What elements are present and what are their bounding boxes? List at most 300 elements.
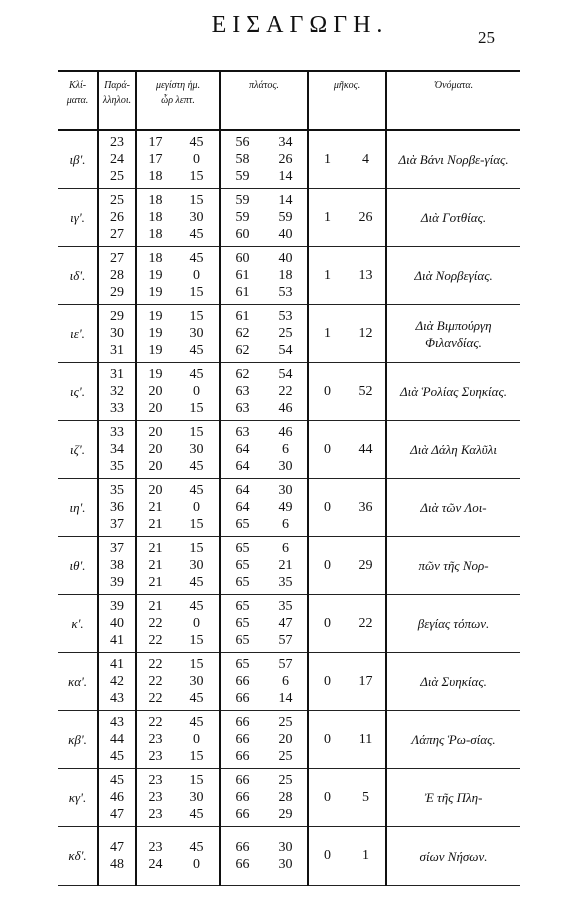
lat-deg-cell-value: 58 (235, 152, 250, 167)
lat-deg-cell (220, 189, 264, 247)
lat-min-cell-value: 25 (278, 715, 293, 730)
table-row (58, 653, 520, 711)
lat-min-cell-value: 30 (278, 483, 293, 498)
parallel-cell (98, 189, 136, 247)
long-deg-cell (308, 247, 346, 305)
parallel-cell-value: 25 (110, 193, 124, 208)
header-parallel: Παρά-λληλοι. (98, 71, 136, 130)
hours-cell-value: 19 (148, 343, 163, 358)
long-min-cell-value: 12 (358, 325, 373, 341)
long-deg-cell (308, 827, 346, 886)
minutes-cell-value: 15 (189, 309, 204, 324)
hours-cell-value: 18 (148, 193, 163, 208)
clima-cell (58, 595, 98, 653)
long-min-cell-value: 4 (362, 151, 370, 167)
place-name-cell-value: Διὰ Δάλη Καλῦλι (410, 442, 497, 457)
long-min-cell-value: 44 (358, 441, 373, 457)
long-min-cell (346, 479, 386, 537)
long-min-cell-value: 52 (358, 383, 373, 399)
lat-min-cell-value: 46 (278, 425, 293, 440)
long-deg-cell (308, 653, 346, 711)
clima-cell (58, 363, 98, 421)
hours-cell-value: 22 (148, 633, 163, 648)
clima-cell (58, 247, 98, 305)
lat-min-cell-value: 29 (278, 807, 293, 822)
parallel-cell-value: 45 (110, 749, 124, 764)
parallel-cell-value: 28 (110, 268, 124, 283)
long-deg-cell-value: 0 (324, 499, 332, 515)
parallel-cell-value: 36 (110, 500, 124, 515)
long-deg-cell (308, 479, 346, 537)
hours-cell-value: 19 (148, 309, 163, 324)
place-name-cell-value: Διὰ Βάνι Νορβε-γίας. (398, 152, 509, 167)
lat-min-cell-value: 35 (278, 599, 293, 614)
table-row (58, 827, 520, 886)
lat-deg-cell (220, 827, 264, 886)
lat-min-cell-value: 40 (278, 227, 293, 242)
lat-min-cell-value: 57 (278, 633, 293, 648)
page-title: ΕΙΣΑΓΩΓΗ. (211, 12, 389, 38)
lat-min-cell-value: 54 (278, 367, 293, 382)
minutes-cell (174, 769, 220, 827)
long-deg-cell (308, 537, 346, 595)
table-row (58, 305, 520, 363)
hours-cell-value: 21 (148, 599, 163, 614)
lat-min-cell-value: 14 (278, 193, 293, 208)
parallel-cell-value: 48 (110, 857, 124, 872)
lat-deg-cell-value: 64 (235, 483, 250, 498)
parallel-cell-value: 25 (110, 169, 124, 184)
parallel-cell-value: 27 (110, 227, 124, 242)
lat-min-cell (264, 130, 308, 189)
long-deg-cell (308, 130, 346, 189)
minutes-cell-value: 45 (189, 840, 204, 855)
place-name-cell-value: πῶν τῆς Νορ- (418, 558, 489, 573)
clima-cell-value: ιβ'. (69, 151, 86, 167)
lat-min-cell-value: 20 (278, 732, 293, 747)
long-deg-cell-value: 0 (324, 557, 332, 573)
table-row (58, 537, 520, 595)
lat-deg-cell-value: 62 (235, 343, 250, 358)
long-min-cell (346, 130, 386, 189)
clima-cell-value: κδ'. (68, 848, 87, 863)
long-min-cell (346, 189, 386, 247)
lat-min-cell-value: 25 (278, 773, 293, 788)
minutes-cell-value: 30 (189, 558, 204, 573)
parallel-cell-value: 41 (110, 633, 124, 648)
parallel-cell-value: 37 (110, 517, 124, 532)
clima-cell-value: ιθ'. (69, 557, 86, 573)
parallel-cell-value: 35 (110, 459, 124, 474)
hours-cell-value: 22 (148, 616, 163, 631)
header-name: Ὀνόματα. (386, 71, 520, 130)
lat-min-cell-value: 6 (282, 541, 290, 556)
long-deg-cell (308, 305, 346, 363)
lat-min-cell (264, 711, 308, 769)
clima-cell-value: κ'. (71, 615, 84, 631)
lat-min-cell (264, 595, 308, 653)
place-name-cell (386, 189, 520, 247)
place-name-cell-value: βεγίας τόπων. (417, 616, 490, 631)
long-min-cell (346, 421, 386, 479)
minutes-cell-value: 45 (189, 251, 204, 266)
place-name-cell-value: Διὰ Γοτθίας. (420, 210, 487, 225)
long-deg-cell-value: 0 (324, 383, 332, 399)
hours-cell-value: 20 (148, 384, 163, 399)
lat-deg-cell-value: 62 (235, 367, 250, 382)
place-name-cell-value: Ἐ τῆς Πλη- (424, 790, 483, 805)
header-day-sub: ὧρ λεπτ. (161, 95, 195, 106)
clima-cell (58, 189, 98, 247)
minutes-cell-value: 30 (189, 442, 204, 457)
lat-deg-cell-value: 60 (235, 227, 250, 242)
hours-cell-value: 23 (148, 732, 163, 747)
place-name-cell (386, 769, 520, 827)
parallel-cell-value: 34 (110, 442, 124, 457)
long-min-cell-value: 17 (358, 673, 373, 689)
minutes-cell (174, 479, 220, 537)
lat-min-cell-value: 30 (278, 459, 293, 474)
minutes-cell-value: 45 (189, 227, 204, 242)
minutes-cell-value: 45 (189, 135, 204, 150)
place-name-cell (386, 827, 520, 886)
lat-deg-cell-value: 59 (235, 169, 250, 184)
clima-cell (58, 421, 98, 479)
lat-min-cell-value: 57 (278, 657, 293, 672)
hours-cell-value: 22 (148, 657, 163, 672)
lat-min-cell-value: 6 (282, 517, 290, 532)
lat-deg-cell-value: 66 (235, 715, 250, 730)
place-name-cell (386, 653, 520, 711)
long-deg-cell (308, 421, 346, 479)
hours-cell (136, 189, 174, 247)
minutes-cell-value: 0 (193, 857, 200, 872)
minutes-cell-value: 15 (189, 749, 204, 764)
hours-cell-value: 21 (148, 541, 163, 556)
lat-min-cell (264, 247, 308, 305)
lat-deg-cell-value: 61 (235, 285, 250, 300)
parallel-cell-value: 42 (110, 674, 124, 689)
clima-cell (58, 653, 98, 711)
parallel-cell-value: 33 (110, 425, 124, 440)
hours-cell-value: 24 (148, 857, 163, 872)
long-deg-cell-value: 1 (324, 267, 332, 283)
minutes-cell-value: 0 (193, 268, 200, 283)
place-name-cell (386, 421, 520, 479)
lat-min-cell-value: 21 (278, 558, 293, 573)
hours-cell (136, 711, 174, 769)
minutes-cell (174, 653, 220, 711)
clima-cell (58, 769, 98, 827)
lat-min-cell-value: 22 (278, 384, 293, 399)
lat-min-cell-value: 14 (278, 691, 293, 706)
minutes-cell-value: 45 (189, 807, 204, 822)
clima-cell-value: κγ'. (68, 789, 87, 805)
minutes-cell-value: 0 (193, 616, 200, 631)
minutes-cell-value: 15 (189, 401, 204, 416)
lat-deg-cell-value: 62 (235, 326, 250, 341)
place-name-cell-value: σίων Νήσων. (419, 848, 488, 864)
parallel-cell-value: 46 (110, 790, 124, 805)
lat-min-cell-value: 53 (278, 285, 293, 300)
place-name-cell (386, 537, 520, 595)
long-min-cell (346, 595, 386, 653)
hours-cell-value: 20 (148, 483, 163, 498)
lat-min-cell (264, 827, 308, 886)
lat-deg-cell (220, 711, 264, 769)
lat-deg-cell-value: 65 (235, 558, 250, 573)
lat-deg-cell-value: 66 (235, 749, 250, 764)
hours-cell (136, 363, 174, 421)
minutes-cell (174, 363, 220, 421)
long-deg-cell-value: 0 (324, 673, 332, 689)
hours-cell-value: 21 (148, 517, 163, 532)
long-deg-cell-value: 1 (324, 209, 332, 225)
clima-cell-value: κα'. (67, 673, 88, 689)
long-min-cell-value: 22 (358, 615, 373, 631)
parallel-cell-value: 37 (110, 541, 124, 556)
minutes-cell-value: 0 (193, 152, 200, 167)
lat-deg-cell-value: 66 (235, 674, 250, 689)
long-min-cell (346, 537, 386, 595)
hours-cell-value: 20 (148, 459, 163, 474)
minutes-cell-value: 30 (189, 674, 204, 689)
minutes-cell-value: 0 (193, 384, 200, 399)
hours-cell-value: 21 (148, 558, 163, 573)
header-longest-day (136, 71, 220, 130)
parallel-cell-value: 30 (110, 326, 124, 341)
parallel-cell-value: 32 (110, 384, 124, 399)
minutes-cell-value: 15 (189, 517, 204, 532)
lat-deg-cell-value: 65 (235, 541, 250, 556)
parallel-cell-value: 47 (110, 840, 124, 855)
hours-cell-value: 23 (148, 773, 163, 788)
header-day-label: μεγίστη ἡμ. (155, 80, 201, 91)
parallel-cell-value: 41 (110, 657, 124, 672)
lat-min-cell (264, 653, 308, 711)
lat-deg-cell-value: 66 (235, 691, 250, 706)
long-min-cell (346, 653, 386, 711)
lat-deg-cell (220, 653, 264, 711)
clima-cell-value: ιδ'. (69, 267, 86, 283)
long-min-cell-value: 1 (362, 848, 370, 863)
lat-deg-cell-value: 63 (235, 425, 250, 440)
long-min-cell (346, 711, 386, 769)
long-deg-cell (308, 769, 346, 827)
hours-cell-value: 17 (148, 135, 163, 150)
parallel-cell-value: 38 (110, 558, 124, 573)
lat-min-cell (264, 479, 308, 537)
lat-min-cell-value: 6 (282, 442, 290, 457)
parallel-cell-value: 45 (110, 773, 124, 788)
parallel-cell-value: 23 (110, 135, 124, 150)
clima-cell-value: κβ'. (68, 731, 87, 747)
minutes-cell-value: 15 (189, 773, 204, 788)
minutes-cell-value: 15 (189, 633, 204, 648)
table-row (58, 595, 520, 653)
minutes-cell-value: 15 (189, 657, 204, 672)
parallel-cell (98, 711, 136, 769)
place-name-cell (386, 130, 520, 189)
minutes-cell-value: 15 (189, 425, 204, 440)
parallel-cell-value: 35 (110, 483, 124, 498)
hours-cell (136, 769, 174, 827)
hours-cell-value: 20 (148, 442, 163, 457)
minutes-cell-value: 15 (189, 285, 204, 300)
hours-cell-value: 20 (148, 401, 163, 416)
lat-deg-cell (220, 247, 264, 305)
header-longitude: μῆκος. (308, 71, 386, 130)
hours-cell-value: 19 (148, 367, 163, 382)
lat-min-cell-value: 49 (278, 500, 293, 515)
long-deg-cell-value: 1 (324, 151, 332, 167)
minutes-cell-value: 45 (189, 575, 204, 590)
hours-cell-value: 19 (148, 326, 163, 341)
parallel-cell (98, 537, 136, 595)
lat-deg-cell-value: 59 (235, 210, 250, 225)
table-row (58, 189, 520, 247)
parallel-cell-value: 31 (110, 367, 124, 382)
clima-cell (58, 827, 98, 886)
lat-min-cell-value: 40 (278, 251, 293, 266)
lat-deg-cell-value: 59 (235, 193, 250, 208)
long-deg-cell (308, 595, 346, 653)
lat-min-cell-value: 53 (278, 309, 293, 324)
lat-deg-cell-value: 66 (235, 773, 250, 788)
clima-cell (58, 479, 98, 537)
minutes-cell-value: 45 (189, 715, 204, 730)
hours-cell-value: 22 (148, 674, 163, 689)
table-row (58, 130, 520, 189)
parallel-cell (98, 130, 136, 189)
hours-cell-value: 22 (148, 715, 163, 730)
long-min-cell-value: 5 (362, 789, 370, 805)
minutes-cell (174, 305, 220, 363)
minutes-cell-value: 30 (189, 790, 204, 805)
minutes-cell (174, 189, 220, 247)
lat-deg-cell-value: 65 (235, 616, 250, 631)
place-name-cell-value: Διὰ Ῥολίας Συηκίας. (400, 384, 508, 399)
climate-table (58, 70, 520, 886)
clima-cell (58, 130, 98, 189)
hours-cell-value: 19 (148, 268, 163, 283)
hours-cell-value: 19 (148, 285, 163, 300)
clima-cell-value: ιζ'. (70, 441, 85, 457)
table-row (58, 247, 520, 305)
hours-cell-value: 23 (148, 749, 163, 764)
hours-cell-value: 23 (148, 790, 163, 805)
lat-deg-cell-value: 66 (235, 732, 250, 747)
lat-deg-cell-value: 66 (235, 857, 250, 872)
parallel-cell (98, 363, 136, 421)
long-min-cell (346, 769, 386, 827)
clima-cell-value: ιγ'. (70, 209, 85, 225)
lat-min-cell-value: 26 (278, 152, 293, 167)
hours-cell-value: 20 (148, 425, 163, 440)
parallel-cell-value: 29 (110, 309, 124, 324)
lat-min-cell-value: 35 (278, 575, 293, 590)
parallel-cell-value: 39 (110, 575, 124, 590)
long-deg-cell-value: 1 (324, 325, 332, 341)
long-deg-cell-value: 0 (324, 731, 332, 747)
parallel-cell-value: 39 (110, 599, 124, 614)
minutes-cell-value: 30 (189, 210, 204, 225)
lat-deg-cell-value: 61 (235, 268, 250, 283)
lat-deg-cell-value: 66 (235, 807, 250, 822)
parallel-cell-value: 43 (110, 691, 124, 706)
hours-cell (136, 827, 174, 886)
table-body (58, 130, 520, 886)
parallel-cell (98, 595, 136, 653)
hours-cell-value: 18 (148, 227, 163, 242)
parallel-cell-value: 24 (110, 152, 124, 167)
lat-deg-cell-value: 56 (235, 135, 250, 150)
parallel-cell-value: 33 (110, 401, 124, 416)
parallel-cell-value: 43 (110, 715, 124, 730)
lat-deg-cell-value: 63 (235, 384, 250, 399)
lat-min-cell-value: 59 (278, 210, 293, 225)
parallel-cell-value: 27 (110, 251, 124, 266)
table-row (58, 711, 520, 769)
place-name-cell-value: Διὰ Βιμπούργη Φιλανδίας. (415, 317, 492, 350)
parallel-cell-value: 26 (110, 210, 124, 225)
lat-deg-cell (220, 595, 264, 653)
lat-min-cell-value: 18 (278, 268, 293, 283)
long-min-cell-value: 11 (358, 731, 373, 747)
parallel-cell-value: 40 (110, 616, 124, 631)
lat-deg-cell-value: 65 (235, 517, 250, 532)
lat-min-cell-value: 25 (278, 326, 293, 341)
hours-cell-value: 17 (148, 152, 163, 167)
minutes-cell-value: 0 (193, 500, 200, 515)
lat-deg-cell (220, 305, 264, 363)
parallel-cell (98, 653, 136, 711)
hours-cell (136, 247, 174, 305)
clima-cell-value: ιη'. (69, 499, 86, 515)
parallel-cell-value: 47 (110, 807, 124, 822)
lat-deg-cell-value: 64 (235, 500, 250, 515)
place-name-cell-value: Διὰ Νορβεγίας. (414, 268, 493, 283)
minutes-cell-value: 45 (189, 599, 204, 614)
long-deg-cell (308, 711, 346, 769)
lat-min-cell-value: 25 (278, 749, 293, 764)
table-row (58, 769, 520, 827)
parallel-cell (98, 479, 136, 537)
long-min-cell-value: 36 (358, 499, 373, 515)
parallel-cell-value: 44 (110, 732, 124, 747)
lat-min-cell (264, 537, 308, 595)
long-min-cell (346, 827, 386, 886)
long-deg-cell (308, 189, 346, 247)
lat-min-cell (264, 769, 308, 827)
clima-cell (58, 537, 98, 595)
minutes-cell (174, 130, 220, 189)
lat-deg-cell-value: 60 (235, 251, 250, 266)
lat-min-cell-value: 6 (282, 674, 290, 689)
lat-min-cell-value: 14 (278, 169, 293, 184)
minutes-cell-value: 45 (189, 343, 204, 358)
clima-cell (58, 711, 98, 769)
lat-deg-cell-value: 61 (235, 309, 250, 324)
lat-min-cell-value: 30 (278, 857, 293, 872)
place-name-cell-value: Διὰ τῶν Λοι- (420, 500, 487, 515)
hours-cell (136, 653, 174, 711)
hours-cell-value: 21 (148, 500, 163, 515)
parallel-cell (98, 305, 136, 363)
lat-min-cell (264, 189, 308, 247)
lat-deg-cell-value: 65 (235, 599, 250, 614)
place-name-cell (386, 247, 520, 305)
